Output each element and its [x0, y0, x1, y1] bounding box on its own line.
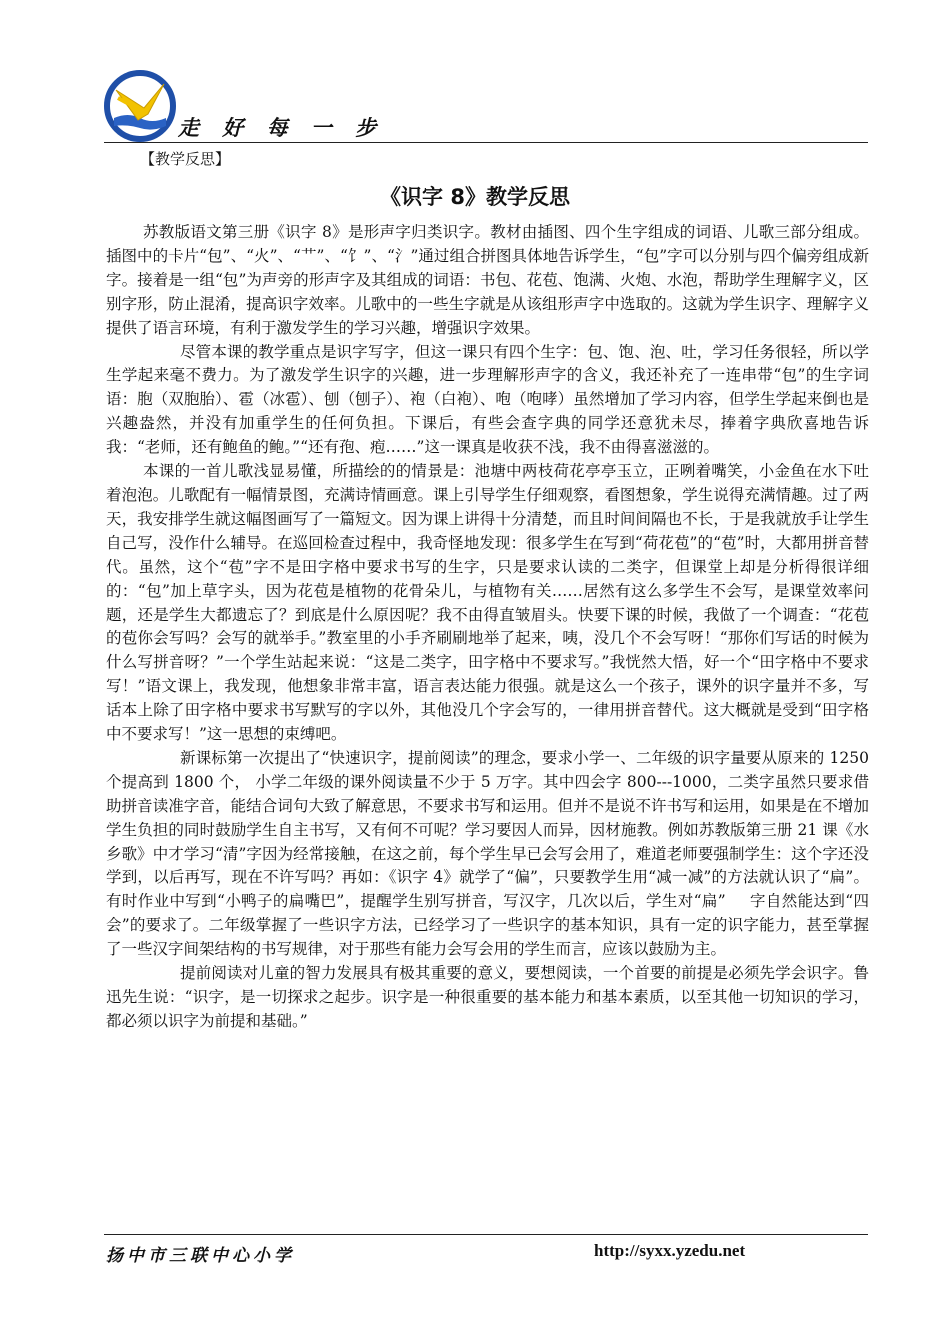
school-logo-icon: [104, 70, 176, 142]
paragraph-1: 苏教版语文第三册《识字 8》是形声字归类识字。教材由插图、四个生字组成的词语、儿歌三部分组成。插图中的卡片“包”、“火”、“艹”、“饣”、“氵”通过组合拼图具体地告诉学生，“包”字可以分别与四个偏旁组成新字。接着是一组“包”为声旁的形声字及其组成的词语：书包、花苞、饱满、火炮、水泡，帮助学生理解字义，区别字形，防止混淆，提高识字效率。儿歌中的一些生字就是从该组形声字中选取的。这就为学生识字、理解字义提供了语言环境，有利于激发学生的学习兴趣，增强识字效果。: [106, 223, 869, 337]
paragraph-2: 尽管本课的教学重点是识字写字，但这一课只有四个生字：包、饱、泡、吐，学习任务很轻，所以学生学起来毫不费力。为了激发学生识字的兴趣，进一步理解形声字的含义，我还补充了一连串带“包”的生字词语：胞（双胞胎）、雹（冰雹）、刨（刨子）、袍（白袍）、咆（咆哮）虽然增加了学习内容，但学生学起来倒也是兴趣盎然，并没有加重学生的任何负担。下课后，有些会查字典的同学还意犹未尽，捧着字典欣喜地告诉我：“老师，还有鲍鱼的鲍。”“还有孢、疱……”这一课真是收获不浅，我不由得喜滋滋的。: [106, 342, 869, 457]
footer-url: http://syxx.yzedu.net: [594, 1241, 746, 1260]
paragraph-4: [106, 747, 869, 962]
footer-school-name: 扬中市三联中心小学: [106, 1246, 295, 1266]
header-slogan: 走 好 每 一 步: [178, 115, 385, 140]
article-body: [106, 221, 869, 1034]
paragraph-3: 本课的一首儿歌浅显易懂，所描绘的的情景是：池塘中两枝荷花亭亭玉立，正咧着嘴笑，小金鱼在水下吐着泡泡。儿歌配有一幅情景图，充满诗情画意。课上引导学生仔细观察，看图想象，学生说得充满情趣。过了两天，我安排学生就这幅图画写了一篇短文。因为课上讲得十分清楚，而且时间间隔也不长，于是我就放手让学生自己写，没作什么辅导。在巡回检查过程中，我奇怪地发现：很多学生在写到“荷花苞”的“苞”时，大都用拼音替代。虽然，这个“苞”字不是田字格中要求书写的生字，只是要求认读的二类字，但课堂上却是分析得很详细的：“包”加上草字头，因为花苞是植物的花骨朵儿，与植物有关……居然有这么多学生不会写，是课堂效率问题，还是学生大都遗忘了？到底是什么原因呢？我不由得直皱眉头。快要下课的时候，我做了一个调查：“花苞的苞你会写吗？会写的就举手。”教室里的小手齐刷刷地举了起来，咦，没几个不会写呀！“那你们写话的时候为什么写拼音呀？”一个学生站起来说：“这是二类字，田字格中不要求写。”我恍然大悟，好一个“田字格中不要求写！”语文课上，我发现，他想象非常丰富，语言表达能力很强。就是这么一个孩子，课外的识字量并不多，写话本上除了田字格中要求书写默写的字以外，其他没几个字会写的，一律用拼音替代。这大概就是受到“田字格中不要求写！”这一思想的束缚吧。: [106, 462, 869, 744]
footer-divider: [104, 1234, 868, 1235]
paragraph-4-part-2: 字自然能达到“四会”的要求了。二年级掌握了一些识字方法，已经学习了一些识字的基本知识，具有一定的识字能力，甚至掌握了一些汉字间架结构的书写规律，对于那些有能力会写会用的学生而言，应该以鼓励为主。: [106, 892, 869, 959]
page-title: 《识字 8》教学反思: [380, 185, 570, 209]
paragraph-4-part-1: 新课标第一次提出了“快速识字，提前阅读”的理念，要求小学一、二年级的识字量要从原来的 1250 个提高到 1800 个， 小学二年级的课外阅读量不少于 5 万字。其中四会字 800---1000，二类字虽然只要求借助拼音读准字音，能结合词句大致了解意思，不要求书写和运用。但并不是说不许书写和运用，如果是在不增加学生负担的同时鼓励学生自主书写，又有何不可呢？学习要因人而异，因材施教。例如苏教版第三册 21 课《水乡歌》中才学习“清”字因为经常接触，在这之前，每个学生早已会写会用了，难道老师要强制学生：这个字还没学到，以后再写，现在不许写吗？再如：《识字 4》就学了“偏”，只要教学生用“减一减”的方法就认识了“扁”。有时作业中写到“小鸭子的扁嘴巴”，提醒学生别写拼音，写汉字，几次以后，学生对“扁”: [106, 748, 869, 911]
paragraph-5: 提前阅读对儿童的智力发展具有极其重要的意义，要想阅读，一个首要的前提是必须先学会识字。鲁迅先生说：“识字，是一切探求之起步。识字是一种很重要的基本能力和基本素质，以至其他一切知识的学习，都必须以识字为前提和基础。”: [106, 964, 869, 1030]
section-tag: 【教学反思】: [140, 150, 231, 168]
header-divider: [104, 142, 868, 143]
